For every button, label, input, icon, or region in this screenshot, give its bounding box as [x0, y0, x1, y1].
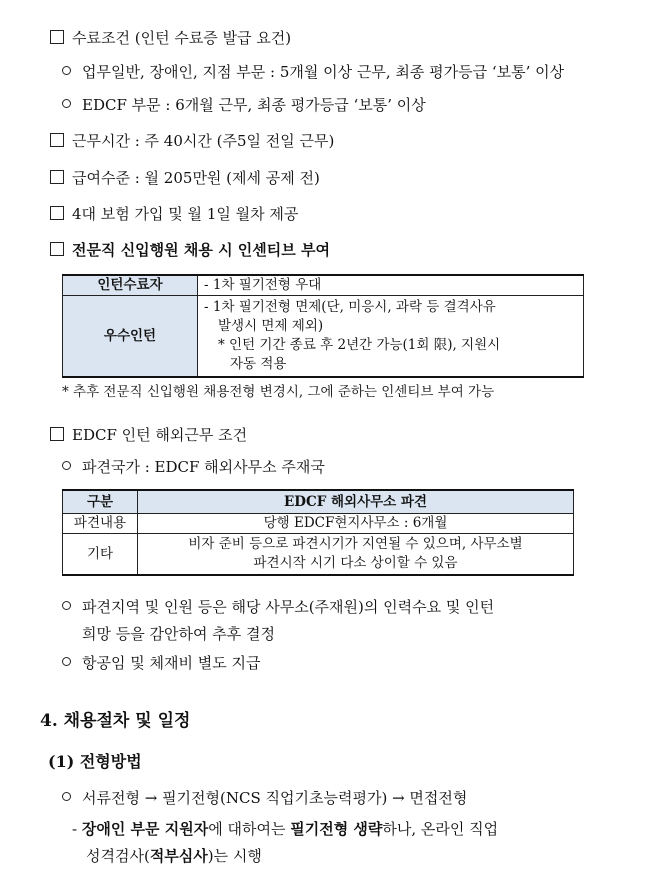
incentive-table — [62, 274, 584, 378]
section-salary: 급여수준 : 월 205만원 (제세 공제 전) — [50, 168, 320, 188]
overseas-bullet-region: 파견지역 및 인원 등은 해당 사무소(주재원)의 인력수요 및 인턴 — [62, 597, 494, 617]
incentive-head-intern-complete: 인턴수료자 — [63, 275, 198, 296]
completion-bullet-edcf: EDCF 부문 : 6개월 근무, 최종 평가등급 ‘보통’ 이상 — [62, 95, 426, 115]
checkbox-square-icon — [50, 30, 64, 44]
overseas-row-other-head: 기타 — [63, 534, 138, 576]
section4-disabled-note: - 장애인 부문 지원자에 대하여는 필기전형 생략하나, 온라인 직업 — [72, 820, 499, 838]
checkbox-square-icon — [50, 242, 64, 256]
incentive-val-excellent: - 1차 필기전형 면제(단, 미응시, 과락 등 결격사유 발생시 면제 제외) * 인턴 기간 종료 후 2년간 가능(1회 限), 지원시 자동 적용 — [198, 296, 584, 378]
overseas-bullet-expenses: 항공임 및 체재비 별도 지급 — [62, 653, 260, 673]
checkbox-square-icon — [50, 206, 64, 220]
circle-bullet-icon — [62, 66, 71, 75]
overseas-head-category: 구분 — [63, 490, 138, 514]
checkbox-square-icon — [50, 427, 64, 441]
circle-bullet-icon — [62, 792, 71, 801]
section4-process: 서류전형 → 필기전형(NCS 직업기초능력평가) → 면접전형 — [62, 788, 467, 808]
section-work-hours: 근무시간 : 주 40시간 (주5일 전일 근무) — [50, 131, 334, 151]
section4-subtitle: (1) 전형방법 — [48, 752, 142, 771]
section-completion-title: 수료조건 (인턴 수료증 발급 요건) — [50, 28, 291, 48]
incentive-footnote: * 추후 전문직 신입행원 채용전형 변경시, 그에 준하는 인센티브 부여 가능 — [62, 384, 495, 400]
checkbox-square-icon — [50, 133, 64, 147]
incentive-val-intern-complete: - 1차 필기전형 우대 — [198, 275, 584, 296]
section4-title: 4. 채용절차 및 일정 — [40, 711, 191, 731]
overseas-row-other-val: 비자 준비 등으로 파견시기가 지연될 수 있으며, 사무소별 파견시작 시기 다소 상이할 수 있음 — [138, 534, 574, 576]
section-insurance: 4대 보험 가입 및 월 1일 월차 제공 — [50, 204, 298, 224]
overseas-table — [62, 489, 574, 576]
incentive-head-excellent: 우수인턴 — [63, 296, 198, 378]
overseas-row-content-val: 당행 EDCF현지사무소 : 6개월 — [138, 514, 574, 534]
completion-bullet-general: 업무일반, 장애인, 지점 부문 : 5개월 이상 근무, 최종 평가등급 ‘보통’ 이상 — [62, 62, 564, 82]
overseas-bullet-country: 파견국가 : EDCF 해외사무소 주재국 — [62, 457, 325, 477]
section-overseas-title: EDCF 인턴 해외근무 조건 — [50, 425, 247, 445]
circle-bullet-icon — [62, 461, 71, 470]
circle-bullet-icon — [62, 601, 71, 610]
overseas-head-dispatch: EDCF 해외사무소 파견 — [138, 490, 574, 514]
circle-bullet-icon — [62, 99, 71, 108]
overseas-row-content-head: 파견내용 — [63, 514, 138, 534]
section4-disabled-note-cont: 성격검사(적부심사)는 시행 — [86, 847, 262, 865]
overseas-bullet-region-cont: 희망 등을 감안하여 추후 결정 — [82, 625, 275, 643]
checkbox-square-icon — [50, 170, 64, 184]
section-incentive-title: 전문직 신입행원 채용 시 인센티브 부여 — [50, 240, 330, 260]
circle-bullet-icon — [62, 657, 71, 666]
